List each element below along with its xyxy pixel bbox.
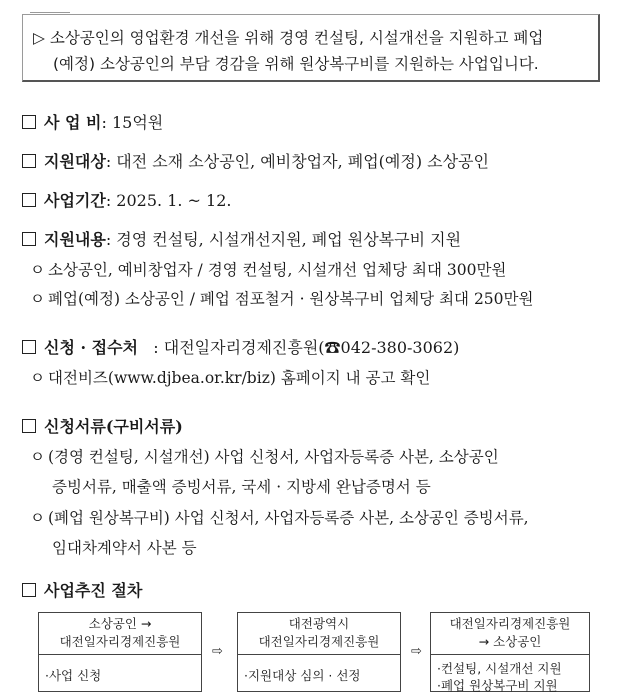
bullet-icon: ㅇ — [30, 290, 45, 308]
content-label: 지원내용 — [44, 230, 106, 249]
step-head-line1: 대전일자리경제진흥원 — [449, 616, 571, 631]
docs-item2-line2: 임대차계약서 사본 등 — [52, 539, 197, 557]
section-content — [22, 227, 461, 250]
intro-line-2: (예정) 소상공인의 부담 경감을 위해 원상복구비를 지원하는 사업입니다. — [53, 55, 539, 73]
content-value: : 경영 컨설팅, 시설개선지원, 폐업 원상복구비 지원 — [105, 230, 462, 249]
procedure-step-2 — [237, 612, 401, 692]
checkbox-square-icon — [22, 115, 36, 129]
procedure-step-body — [39, 655, 201, 689]
docs-item1-line2: 증빙서류, 매출액 증빙서류, 국세 · 지방세 완납증명서 등 — [52, 478, 431, 496]
section-period — [22, 188, 231, 211]
checkbox-square-icon — [22, 583, 36, 597]
step-body-line1: ·지원대상 심의 · 선정 — [244, 668, 361, 683]
procedure-step-body — [431, 655, 589, 699]
step-head-line2: 대전일자리경제진흥원 — [59, 634, 181, 649]
checkbox-square-icon — [22, 232, 36, 246]
checkbox-square-icon — [22, 193, 36, 207]
procedure-step-body — [238, 655, 400, 689]
step-head-line2: 대전일자리경제진흥원 — [258, 634, 380, 649]
content-item — [30, 287, 533, 309]
apply-item — [30, 366, 430, 388]
arrow-right-icon: ⇨ — [411, 644, 422, 659]
step-head-line2: → 소상공인 — [478, 634, 542, 649]
step-body-line1: ·사업 신청 — [45, 668, 102, 683]
bullet-icon: ㅇ — [30, 509, 45, 527]
apply-label: 신청 · 접수처 — [44, 338, 138, 357]
docs-item — [30, 445, 499, 467]
content-item-text: 소상공인, 예비창업자 / 경영 컨설팅, 시설개선 업체당 최대 300만원 — [48, 261, 507, 279]
procedure-step-1 — [38, 612, 202, 692]
procedure-step-3 — [430, 612, 590, 692]
intro-line-1: ▷ 소상공인의 영업환경 개선을 위해 경영 컨설팅, 시설개선을 지원하고 폐업 — [33, 29, 544, 47]
procedure-label: 사업추진 절차 — [44, 581, 143, 600]
intro-box — [22, 14, 600, 82]
bullet-icon: ㅇ — [30, 261, 45, 279]
budget-value: : 15억원 — [101, 113, 164, 132]
section-apply — [22, 335, 459, 358]
checkbox-square-icon — [22, 340, 36, 354]
bullet-icon: ㅇ — [30, 448, 45, 466]
apply-value: : 대전일자리경제진흥원(☎042-380-3062) — [153, 338, 460, 357]
budget-label: 사 업 비 — [44, 113, 102, 132]
checkbox-square-icon — [22, 419, 36, 433]
docs-item1-line1: (경영 컨설팅, 시설개선) 사업 신청서, 사업자등록증 사본, 소상공인 — [48, 448, 499, 466]
content-item-text: 폐업(예정) 소상공인 / 폐업 점포철거 · 원상복구비 업체당 최대 250만원 — [48, 290, 534, 308]
section-target — [22, 149, 489, 172]
content-item — [30, 258, 506, 280]
section-procedure — [22, 578, 142, 601]
step-head-line1: 대전광역시 — [288, 616, 350, 631]
target-label: 지원대상 — [44, 152, 106, 171]
period-value: : 2025. 1. ~ 12. — [105, 191, 232, 210]
step-body-line1: ·컨설팅, 시설개선 지원 — [437, 661, 562, 676]
procedure-step-head — [431, 613, 589, 655]
period-label: 사업기간 — [44, 191, 106, 210]
docs-item2-line1: (폐업 원상복구비) 사업 신청서, 사업자등록증 사본, 소상공인 증빙서류, — [48, 509, 529, 527]
checkbox-square-icon — [22, 154, 36, 168]
docs-label: 신청서류(구비서류) — [44, 417, 183, 436]
target-value: : 대전 소재 소상공인, 예비창업자, 폐업(예정) 소상공인 — [105, 152, 489, 171]
procedure-step-head — [39, 613, 201, 655]
bullet-icon: ㅇ — [30, 369, 45, 387]
procedure-step-head — [238, 613, 400, 655]
docs-item — [30, 506, 529, 528]
step-body-line2: ·폐업 원상복구비 지원 — [437, 678, 558, 693]
section-docs — [22, 414, 183, 437]
apply-item-text: 대전비즈(www.djbea.or.kr/biz) 홈페이지 내 공고 확인 — [48, 369, 431, 387]
step-head-line1: 소상공인 → — [88, 616, 152, 631]
section-budget — [22, 110, 163, 133]
arrow-right-icon: ⇨ — [212, 644, 223, 659]
